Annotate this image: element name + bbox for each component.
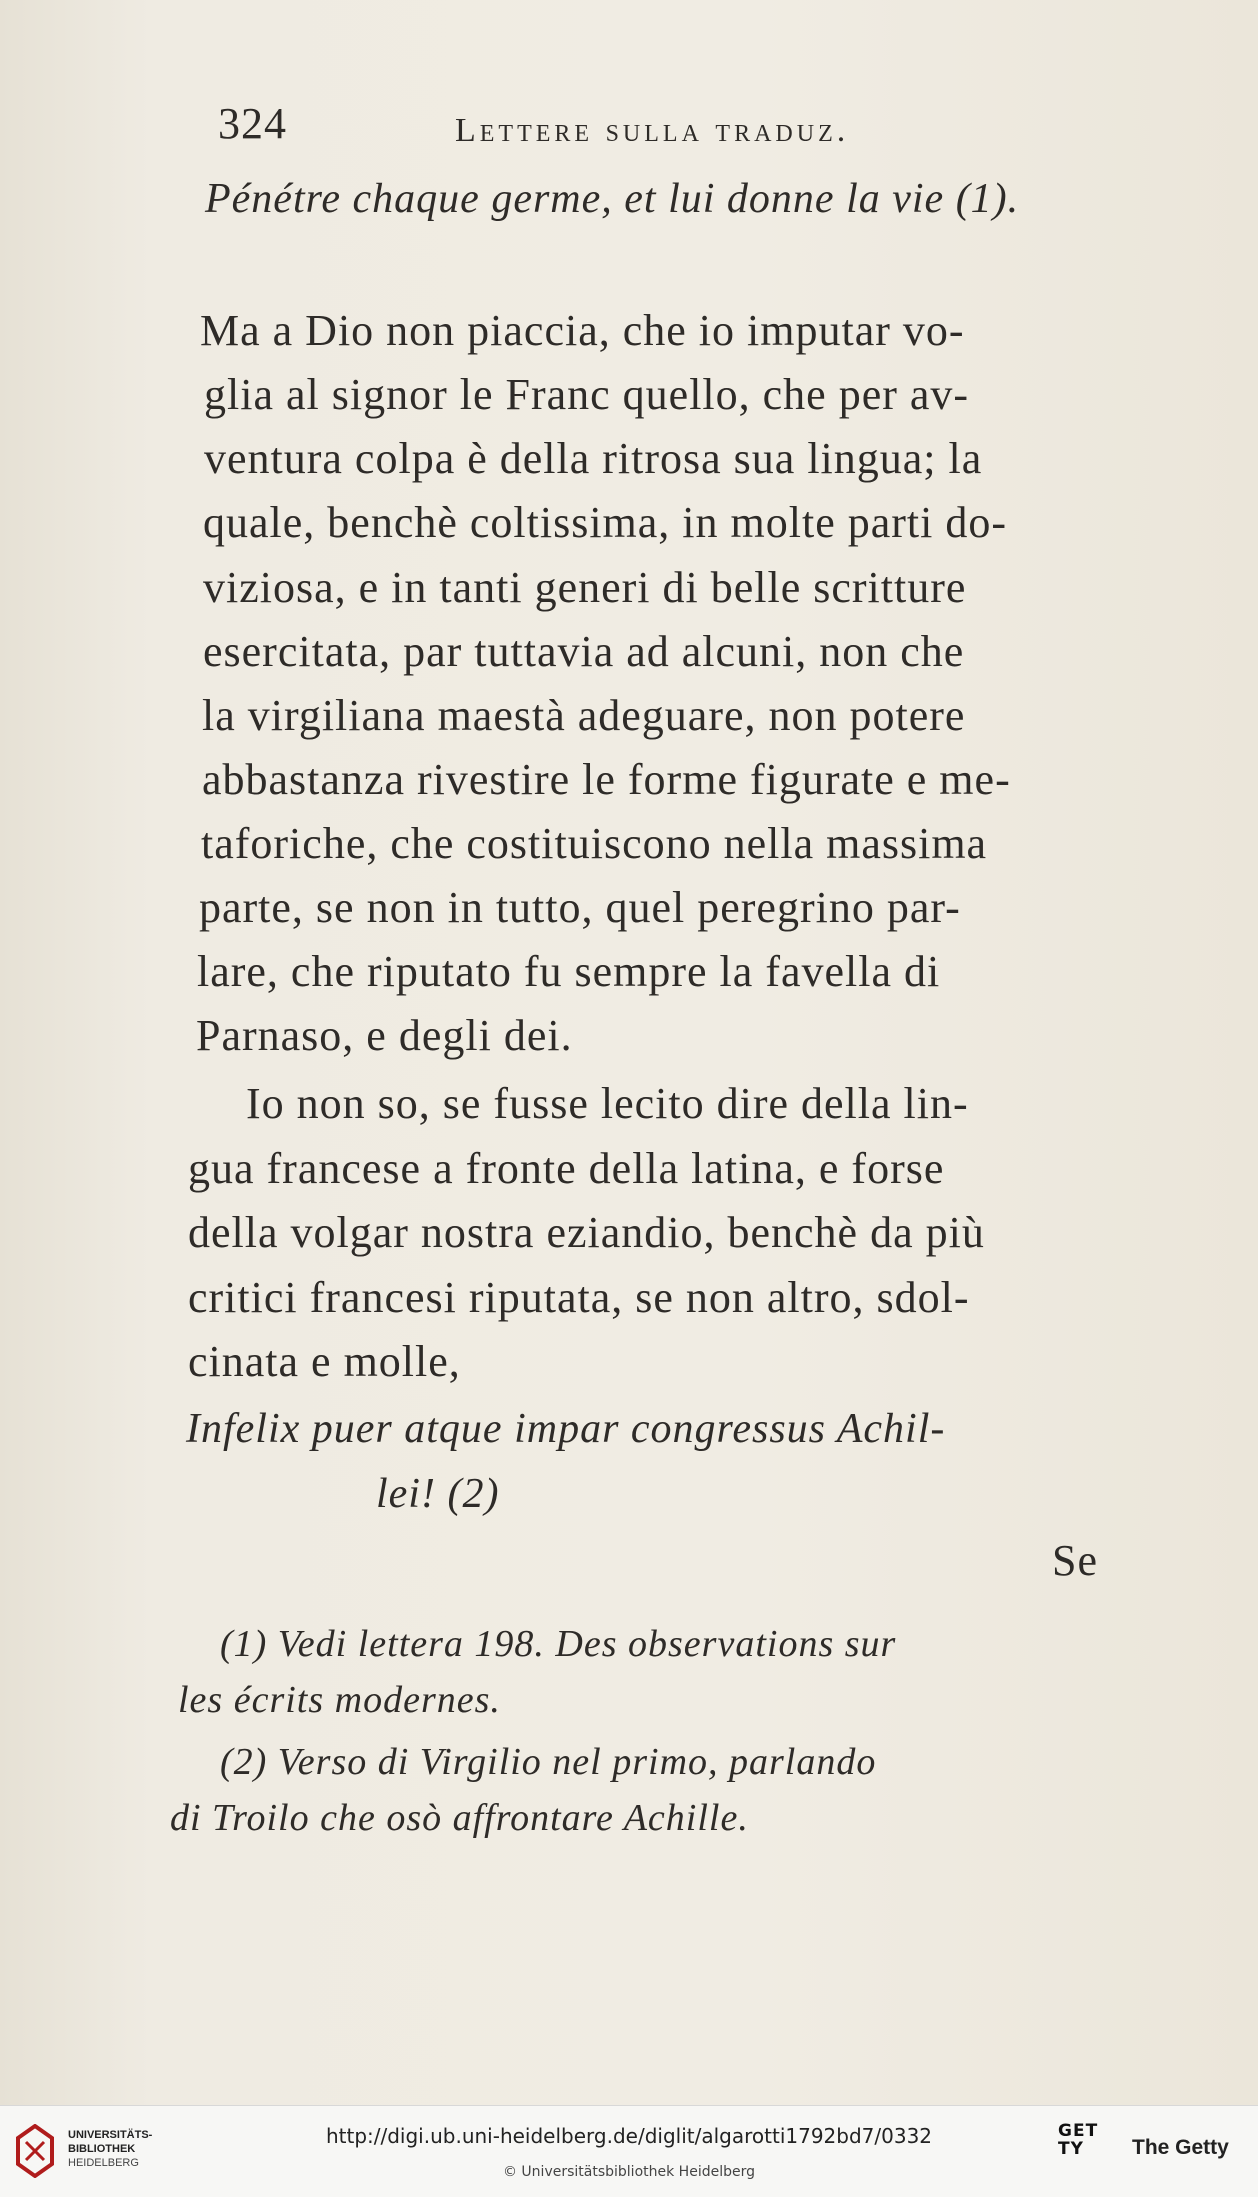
catchword: Se [1052, 1536, 1098, 1585]
text-line: quale, benchè coltissima, in molte parti do- [203, 498, 1008, 547]
running-title: Lettere sulla traduz. [455, 112, 850, 149]
page-number: 324 [218, 99, 287, 148]
text-line: abbastanza rivestire le forme figurate e me- [202, 755, 1011, 804]
verse-line: Infelix puer atque impar congressus Achil- [186, 1406, 946, 1452]
text-line: Pénétre chaque germe, et lui donne la vie (1). [205, 176, 1020, 222]
logo-line: HEIDELBERG [68, 2157, 139, 2169]
text-line: esercitata, par tuttavia ad alcuni, non che [203, 627, 965, 676]
logo-line: UNIVERSITÄTS- [68, 2129, 153, 2141]
footnote-line: les écrits modernes. [178, 1679, 501, 1721]
text-line: critici francesi riputata, se non altro, sdol- [188, 1273, 970, 1322]
text-line: Ma a Dio non piaccia, che io imputar vo- [200, 306, 965, 355]
copyright-notice: © Universitätsbibliothek Heidelberg [502, 2164, 755, 2180]
text-line: Parnaso, e degli dei. [196, 1011, 573, 1060]
text-line: cinata e molle, [188, 1337, 461, 1386]
text-line: glia al signor le Franc quello, che per av- [204, 370, 970, 419]
getty-mark-icon: GETTY [1058, 2121, 1099, 2159]
text-line: gua francese a fronte della latina, e forse [188, 1144, 945, 1193]
getty-name: The Getty [1132, 2136, 1229, 2159]
logo-line: BIBLIOTHEK [68, 2143, 136, 2155]
permalink-url[interactable]: http://digi.ub.uni-heidelberg.de/diglit/algarotti1792bd7/0332 [325, 2124, 933, 2148]
text-line: Io non so, se fusse lecito dire della lin- [246, 1079, 969, 1128]
text-line: parte, se non in tutto, quel peregrino par- [199, 883, 961, 932]
text-line: della volgar nostra eziandio, benchè da più [188, 1208, 985, 1257]
text-line: la virgiliana maestà adeguare, non potere [202, 691, 966, 740]
getty-logo[interactable] [1058, 2120, 1248, 2180]
text-line: viziosa, e in tanti generi di belle scritture [203, 563, 967, 612]
text-line: ventura colpa è della ritrosa sua lingua; la [204, 434, 983, 483]
footnote-line: (1) Vedi lettera 198. Des observations sur [220, 1623, 897, 1665]
footnote-line: di Troilo che osò affrontare Achille. [170, 1797, 749, 1839]
text-line: taforiche, che costituiscono nella massima [201, 819, 988, 868]
verse-line: lei! (2) [376, 1471, 500, 1517]
footnote-line: (2) Verso di Virgilio nel primo, parlando [220, 1741, 877, 1783]
text-line: lare, che riputato fu sempre la favella di [197, 947, 941, 996]
